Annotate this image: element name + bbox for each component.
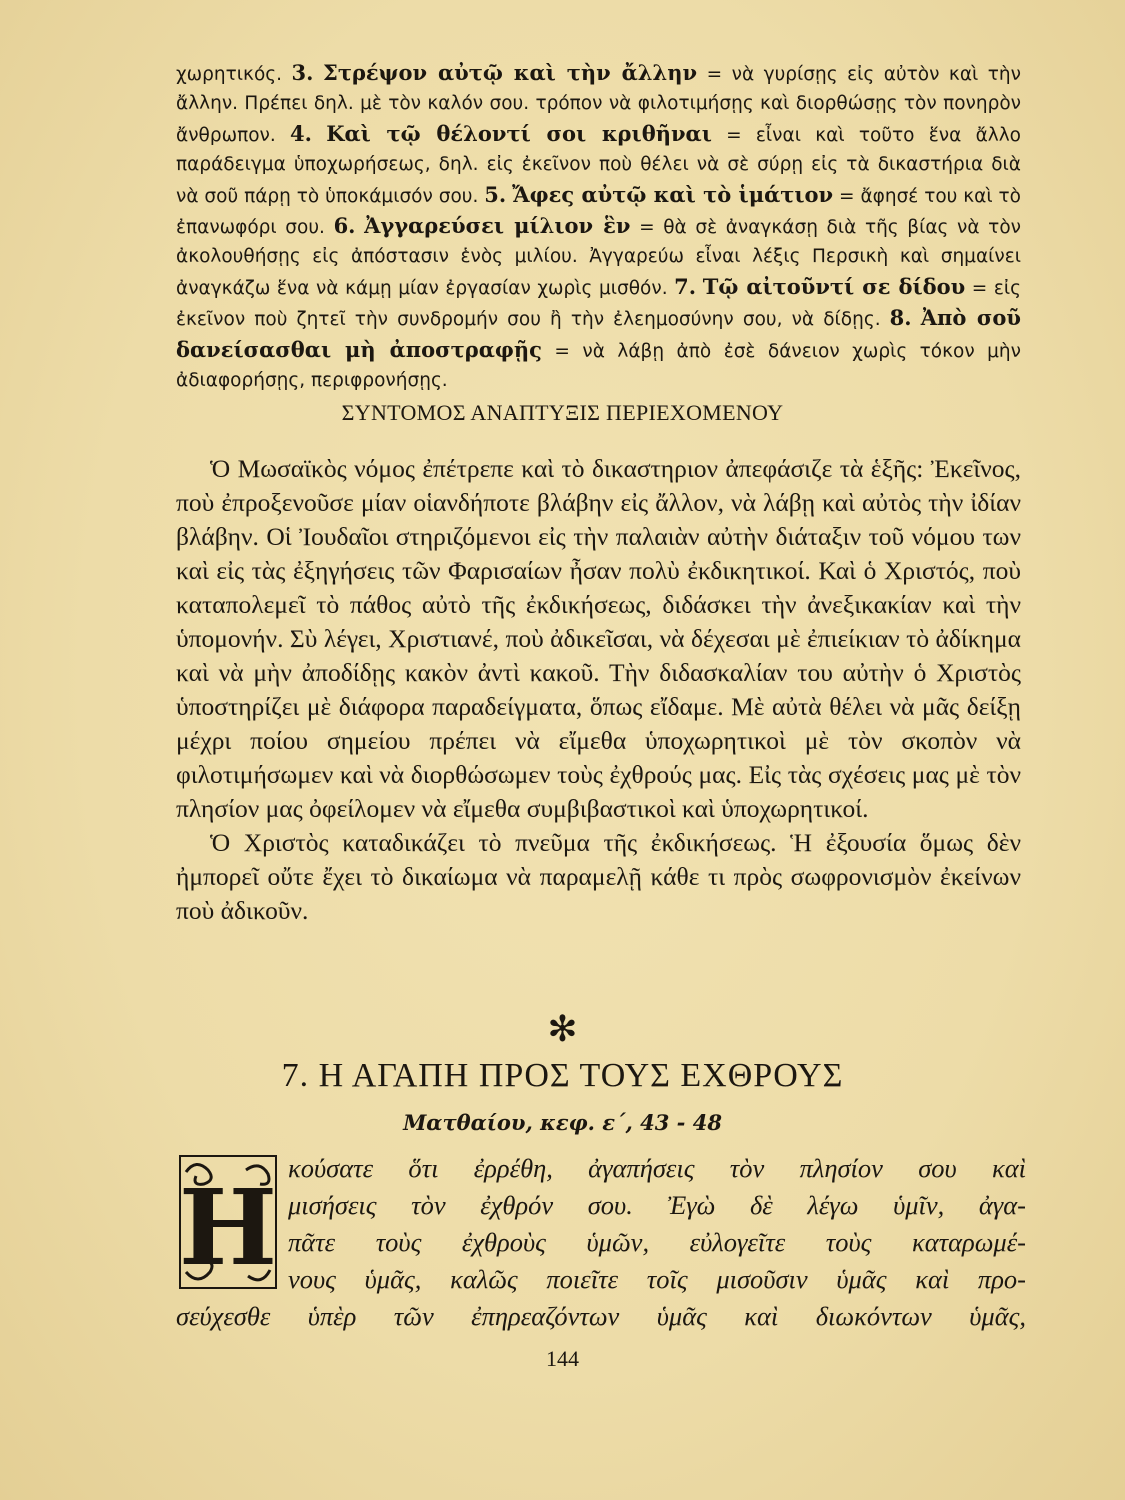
notes-paragraph (176, 58, 1021, 395)
gospel-line: κούσατε ὅτι ἐρρέθη, ἀγαπήσεις τὸν πλησίον σου καὶ (288, 1153, 1026, 1183)
note-phrase: Καὶ τῷ θέλοντί σοι κριθῆναι (326, 120, 712, 146)
footnotes-block (176, 58, 1021, 395)
note-phrase: Ἀπὸ σοῦ δανείσασθαι μὴ ἀποστραφῇς (176, 305, 1021, 362)
dropcap-letter: Η (178, 1166, 278, 1289)
gospel-line: νους ὑμᾶς, καλῶς ποιεῖτε τοῖς μισοῦσιν ὑμᾶς καὶ προ- (288, 1264, 1026, 1294)
chapter-title: 7. Η ΑΓΑΠΗ ΠΡΟΣ ΤΟΥΣ ΕΧΘΡΟΥΣ (281, 1057, 844, 1094)
summary-block (176, 452, 1021, 928)
note-number: 8. (889, 305, 912, 331)
page-number: 144 (546, 1346, 579, 1371)
note-phrase: Ἄφες αὐτῷ καὶ τὸ ἱμάτιον (512, 181, 834, 207)
note-phrase: Ἀγγαρεύσει μίλιον ἓν (364, 213, 631, 239)
scripture-reference: Ματθαίου, κεφ. ε΄, 43 - 48 (403, 1110, 722, 1135)
gospel-line: πᾶτε τοὺς ἐχθροὺς ὑμῶν, εὐλογεῖτε τοὺς καταρωμέ- (288, 1227, 1026, 1257)
note-phrase: Στρέψον αὐτῷ καὶ τὴν ἄλλην (322, 60, 698, 85)
gospel-passage (176, 1150, 1026, 1335)
note-text: χωρητικός. (176, 64, 292, 85)
note-number: 5. (484, 181, 507, 207)
summary-paragraph-1: Ὁ Μωσαϊκὸς νόμος ἐπέτρεπε καὶ τὸ δικαστηριον ἀπεφάσιζε τὰ ἑξῆς: Ἐκεῖνος, ποὺ ἐπροξενοῦσε μίαν οἱανδήποτε βλάβην εἰς ἄλλον, νὰ λάβῃ καὶ αὐτὸς τὴν ἰδίαν βλάβην. Οἱ Ἰουδαῖοι στηριζόμενοι εἰς τὴν παλαιὰν αὐτὴν διάταξιν τοῦ νόμου των καὶ εἰς τὰς ἐξηγήσεις τῶν Φαρισαίων ἦσαν πολὺ ἐκδικητικοί. Καὶ ὁ Χριστός, ποὺ καταπολεμεῖ τὸ πάθος αὐτὸ τῆς ἐκδικήσεως, διδάσκει τὴν ἀνεξικακίαν καὶ τὴν ὑπομονήν. Σὺ λέγει, Χριστιανέ, ποὺ ἀδικεῖσαι, νὰ δέχεσαι μὲ ἐπιείκιαν τὸ ἀδίκημα καὶ νὰ μὴν ἀποδίδῃς κακὸν ἀντὶ κακοῦ. Τὴν διδασκαλίαν του αὐτὴν ὁ Χριστὸς ὑποστηρίζει μὲ διάφορα παραδείγματα, ὅπως εἴδαμε. Μὲ αὐτὰ θέλει νὰ μᾶς δείξῃ μέχρι ποίου σημείου πρέπει νὰ εἴμεθα ὑποχωρητικοὶ μὲ τὸν σκοπὸν νὰ φιλοτιμήσωμεν καὶ νὰ διορθώσωμεν τοὺς ἐχθρούς μας. Εἰς τὰς σχέσεις μας μὲ τὸν πλησίον μας ὀφείλομεν νὰ εἴμεθα συμβιβαστικοὶ καὶ ὑποχωρητικοί. (176, 454, 1021, 823)
note-number: 6. (333, 213, 356, 239)
gospel-line: μισήσεις τὸν ἐχθρόν σου. Ἐγὼ δὲ λέγω ὑμῖν, ἀγα- (288, 1190, 1026, 1220)
gospel-line: σεύχεσθε ὑπὲρ τῶν ἐπηρεαζόντων ὑμᾶς καὶ διωκόντων ὑμᾶς, (176, 1301, 1026, 1331)
note-phrase: Τῷ αἰτοῦντί σε δίδου (702, 273, 966, 299)
note-text: = νὰ λάβῃ ἀπὸ ἐσὲ δάνειον χωρὶς τόκον μὴν ἀδιαφορήσῃς, περιφρονήσῃς. (176, 340, 1021, 392)
note-number: 3. (291, 60, 314, 85)
summary-heading: ΣΥΝΤΟΜΟΣ ΑΝΑΠΤΥΞΙΣ ΠΕΡΙΕΧΟΜΕΝΟΥ (341, 400, 784, 425)
note-number: 7. (674, 273, 697, 299)
note-text: = εἶναι καὶ τοῦτο ἕνα ἄλλο παράδειγμα ὑποχωρήσεως, δηλ. εἰς ἐκεῖνον ποὺ θέλει νὰ σὲ σύρῃ εἰς τὰ δικαστήρια διὰ νὰ σοῦ πάρῃ τὸ ὑποκάμισόν σου. (176, 124, 1021, 207)
note-text: = νὰ γυρίσῃς εἰς αὐτὸν καὶ τὴν ἄλλην. Πρέπει δηλ. μὲ τὸν καλόν σου. τρόπον νὰ φιλοτιμήσῃς καὶ διορθώσῃς τὸν πονηρὸν ἄνθρωπον. (176, 64, 1021, 146)
summary-paragraph-2: Ὁ Χριστὸς καταδικάζει τὸ πνεῦμα τῆς ἐκδικήσεως. Ἡ ἐξουσία ὅμως δὲν ἠμπορεῖ οὔτε ἔχει τὸ δικαίωμα νὰ παραμελῇ κάθε τι πρὸς σωφρονισμὸν ἐκείνων ποὺ ἀδικοῦν. (176, 828, 1021, 925)
section-separator-icon: ✻ (547, 1009, 578, 1050)
note-text: = εἰς ἐκεῖνον ποὺ ζητεῖ τὴν συνδρομήν σου ἢ τὴν ἐλεημοσύνην σου, νὰ δίδῃς. (176, 277, 1021, 331)
note-text: = ἄφησέ του καὶ τὸ ἐπανωφόρι σου. (176, 185, 1021, 239)
note-number: 4. (290, 120, 312, 146)
note-text: = θὰ σὲ ἀναγκάσῃ διὰ τῆς βίας νὰ τὸν ἀκολουθήσῃς εἰς ἀπόστασιν ἑνὸς μιλίου. Ἀγγαρεύω εἶναι λέξις Περσικὴ καὶ σημαίνει ἀναγκάζω ἕνα νὰ κάμῃ μίαν ἐργασίαν χωρὶς μισθόν. (176, 217, 1021, 299)
